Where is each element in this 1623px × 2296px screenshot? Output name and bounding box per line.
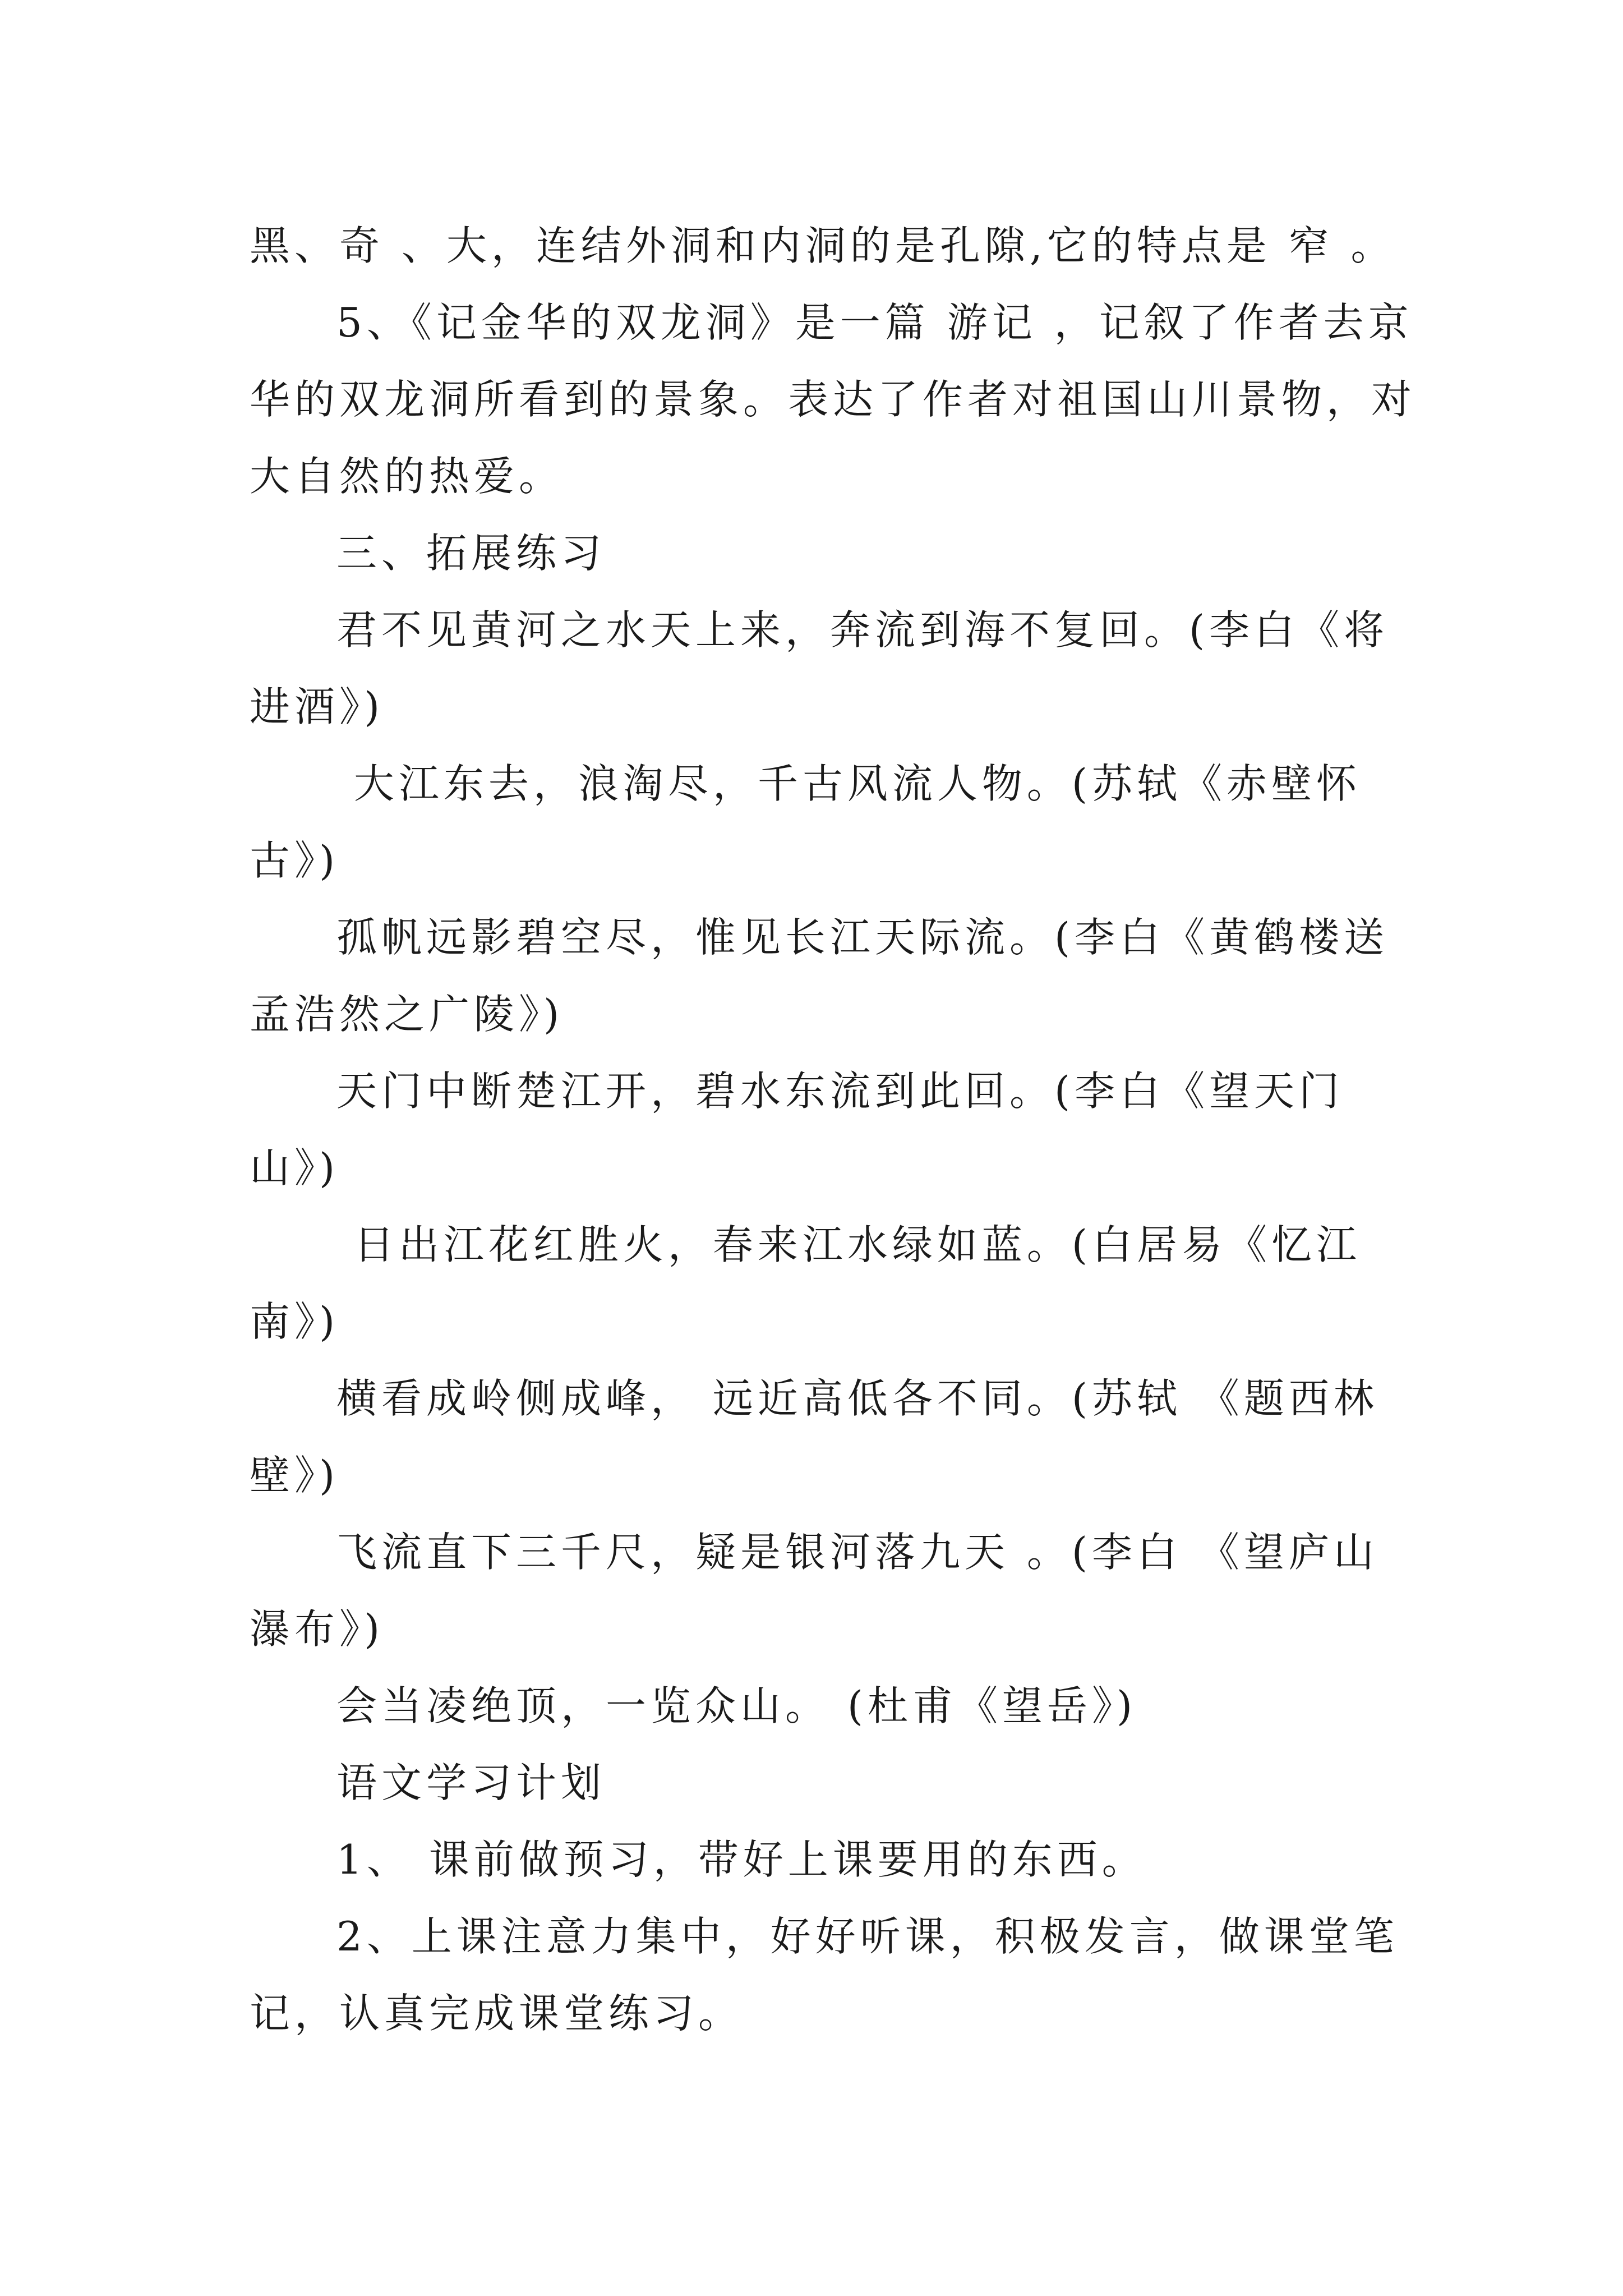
text-line: 山》): [250, 1144, 340, 1191]
text-line: 天门中断楚江开，碧水东流到此回。(李白《望天门: [336, 1068, 1344, 1115]
text-line: 古》): [250, 837, 340, 884]
section-heading: 三、拓展练习: [336, 530, 606, 577]
text-line: 君不见黄河之水天上来，奔流到海不复回。(李白《将: [336, 606, 1389, 654]
plan-item-2: [250, 1898, 1399, 2052]
document-body: [250, 208, 1417, 2052]
text-line: 大江东去，浪淘尽，千古风流人物。(苏轼《赤壁怀: [336, 760, 1361, 807]
text-line: 孟浩然之广陵》): [250, 991, 564, 1038]
poem-quote: [250, 1514, 1388, 1668]
section-heading: 语文学习计划: [336, 1759, 606, 1806]
text-line: 1、 课前做预习，带好上课要用的东西。: [336, 1836, 1147, 1883]
paragraph-cave-features: [250, 208, 1396, 284]
poem-quote: [250, 592, 1388, 746]
text-line: 黑、奇 、大，连结外洞和内洞的是孔隙,它的特点是 窄 。: [250, 222, 1396, 269]
text-line: 2、上课注意力集中，好好听课，积极发言，做课堂笔: [336, 1913, 1399, 1960]
text-line: 5、《记金华的双龙洞》是一篇 游记 ，记叙了作者去京: [336, 299, 1413, 346]
text-line: 日出江花红胜火，春来江水绿如蓝。(白居易《忆江: [336, 1221, 1361, 1268]
section-heading-study-plan: [250, 1745, 1388, 1821]
text-line: 瀑布》): [250, 1605, 385, 1653]
section-heading-extension: [250, 515, 1388, 592]
text-line: 飞流直下三千尺，疑是银河落九天 。(李白 《望庐山: [336, 1529, 1378, 1576]
poem-quote: [250, 1207, 1388, 1360]
paragraph-item-5: [250, 284, 1417, 515]
text-line: 壁》): [250, 1452, 340, 1499]
text-line: 记，认真完成课堂练习。: [250, 1990, 744, 2037]
text-line: 南》): [250, 1298, 340, 1345]
plan-item-1: [250, 1821, 1388, 1898]
text-line: 华的双龙洞所看到的景象。表达了作者对祖国山川景物，对: [250, 376, 1417, 423]
text-line: 会当凌绝顶，一览众山。 (杜甫《望岳》): [336, 1682, 1137, 1729]
poem-quote: [250, 1360, 1388, 1514]
poem-quote: [250, 899, 1388, 1053]
text-line: 孤帆远影碧空尽，惟见长江天际流。(李白《黄鹤楼送: [336, 914, 1389, 961]
poem-quote: [250, 746, 1388, 899]
text-line: 大自然的热爱。: [250, 453, 564, 500]
poem-quote: [250, 1668, 1388, 1745]
text-line: 进酒》): [250, 683, 385, 730]
poem-quote: [250, 1053, 1388, 1207]
text-line: 横看成岭侧成峰， 远近高低各不同。(苏轼 《题西林: [336, 1375, 1378, 1422]
